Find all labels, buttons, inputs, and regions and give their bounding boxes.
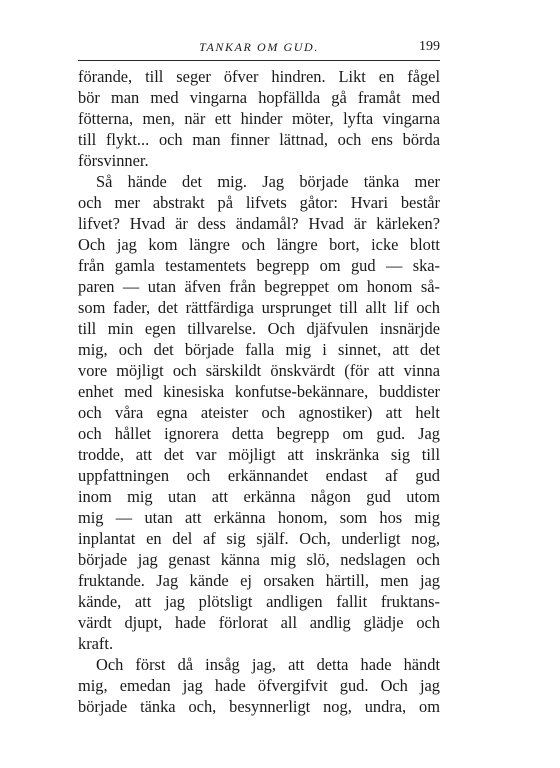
running-title: TANKAR OM GUD.: [199, 40, 319, 54]
text-line: förande, till seger öfver hindren. Likt en fågel: [78, 67, 440, 86]
text-line: enhet med kinesiska konfutse-bekännare, buddister: [78, 382, 440, 401]
text-line: och mer abstrakt på lifvets gåtor: Hvari består: [78, 193, 440, 212]
text-line: till min egen tillvarelse. Och djäfvulen insnärjde: [78, 319, 440, 338]
text-line: inom mig utan att erkänna någon gud utom: [78, 487, 440, 506]
text-line: kände, att jag plötsligt andligen fallit fruktans-: [78, 592, 440, 611]
text-line: paren — utan äfven från begreppet om honom så-: [78, 277, 440, 296]
running-header: [78, 40, 440, 61]
text-line: kraft.: [78, 634, 114, 653]
body-text: [78, 66, 440, 717]
text-line: fötterna, men, när ett hinder möter, lyfta vingarna: [78, 109, 440, 128]
text-line: och våra egna ateister och agnostiker) att helt: [78, 403, 440, 422]
text-line: trodde, att det var möjligt att inskränka sig till: [78, 445, 440, 464]
text-line: Och först då insåg jag, att detta hade händt: [96, 655, 440, 674]
text-line: från gamla testamentets begrepp om gud — ska-: [78, 256, 440, 275]
text-line: mig — utan att erkänna honom, som hos mig: [78, 508, 440, 527]
text-line: bör man med vingarna hopfällda gå framåt med: [78, 88, 440, 107]
text-line: mig, och det började falla mig i sinnet, att det: [78, 340, 440, 359]
text-line: värdt djupt, hade förlorat all andlig glädje och: [78, 613, 440, 632]
text-line: försvinner.: [78, 151, 149, 170]
text-line: började jag genast känna mig slö, nedslagen och: [78, 550, 440, 569]
text-line: började tänka och, besynnerligt nog, undra, om: [78, 697, 440, 716]
text-line: Så hände det mig. Jag började tänka mer: [96, 172, 440, 191]
text-line: lifvet? Hvad är dess ändamål? Hvad är kärleken?: [78, 214, 440, 233]
page-number: 199: [419, 39, 440, 54]
text-line: inplantat en del af sig själf. Och, underligt nog,: [78, 529, 440, 548]
text-line: uppfattningen och erkännandet endast af gud: [78, 466, 440, 485]
text-line: mig, emedan jag hade öfvergifvit gud. Och jag: [78, 676, 440, 695]
text-line: Och jag kom längre och längre bort, icke blott: [78, 235, 440, 254]
text-line: till flykt... och man finner lättnad, och ens börda: [78, 130, 440, 149]
text-line: vore möjligt och särskildt önskvärdt (för att vinna: [78, 361, 440, 380]
text-line: och hållet ignorera detta begrepp om gud. Jag: [78, 424, 440, 443]
text-line: fruktande. Jag kände ej orsaken härtill, men jag: [78, 571, 440, 590]
text-line: som fader, det rättfärdiga ursprunget till allt lif och: [78, 298, 440, 317]
